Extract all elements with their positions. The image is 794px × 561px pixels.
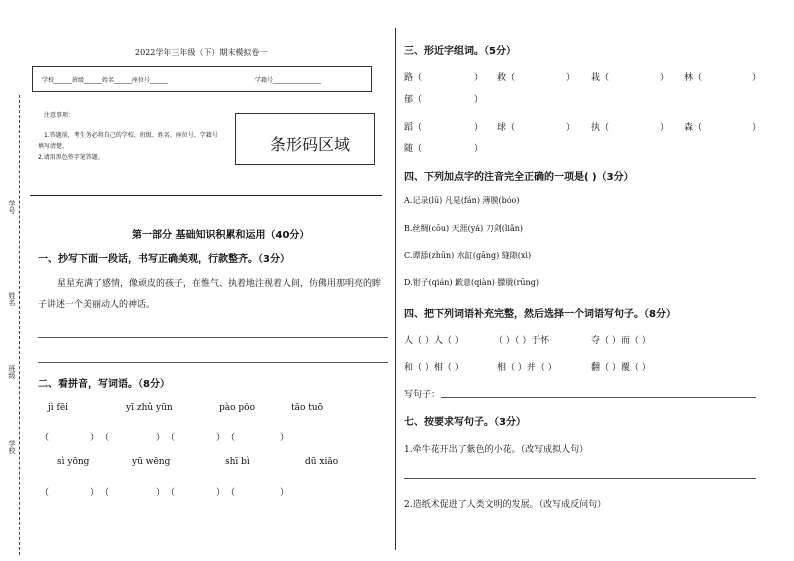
q7-title: 七、按要求写句子。（3分） (404, 417, 526, 428)
side-label-student-id: 学号 (8, 200, 16, 214)
q5-title: 四、把下列词语补充完整，然后选择一个词语写句子。（8分） (404, 309, 676, 320)
q5-r1-w2[interactable]: （ ）（ ）于怀 (494, 336, 550, 346)
q5-r2-w1[interactable]: 和（ ）相（ ） (404, 363, 464, 373)
q4-title: 四、下列加点字的注音完全正确的一项是( )（3分） (404, 172, 634, 183)
answer-blank-1-close[interactable]: ） (90, 433, 100, 443)
column-divider (395, 28, 396, 550)
part-title: 第一部分 基础知识积累和运用（40分） (132, 230, 310, 241)
notice-line-2: 填写清楚。 (38, 143, 69, 150)
notice-line-3: 2.请用黑色签字笔答题。 (38, 154, 104, 161)
writing-line-2[interactable] (38, 362, 388, 363)
binding-line (19, 95, 20, 555)
q4-option-c[interactable]: C.谭舔(zhūn) 水缸(gāng) 缝隙(xì) (404, 251, 532, 260)
q7-item-1: 1.牵牛花开出了紫色的小花。（改写成拟人句） (404, 445, 589, 455)
pinyin-7: shī bì (225, 457, 250, 467)
q3-r2-c2[interactable]: 球（ (497, 123, 516, 133)
answer-blank-5-close[interactable]: ） (90, 488, 100, 498)
side-label-class: 班级 (8, 365, 16, 379)
pinyin-2: yī zhǔ yūn (126, 403, 173, 413)
q5-r1-w3[interactable]: 夺（ ）而（ ） (591, 336, 651, 346)
answer-blank-4-close[interactable]: ） (280, 433, 290, 443)
q5-r2-w2[interactable]: 相（ ）并（ ） (497, 363, 557, 373)
barcode-text: 条形码区域 (270, 135, 351, 154)
answer-blank-7-open[interactable]: （ (166, 488, 176, 498)
answer-blank-1-open[interactable]: （ (40, 433, 50, 443)
pinyin-6: yū wēng (132, 457, 171, 467)
pinyin-8: dū xiāo (305, 457, 339, 467)
exam-id-field: 学籍号________________ (255, 77, 322, 84)
answer-blank-2-close[interactable]: ） (156, 433, 166, 443)
answer-blank-5-open[interactable]: （ (40, 488, 50, 498)
answer-blank-6-close[interactable]: ） (156, 488, 166, 498)
q3-r2-c3-close[interactable]: ） (660, 123, 670, 133)
q3-r1-c1-close[interactable]: ） (474, 73, 484, 83)
q3-r1-c3[interactable]: 栽（ (591, 73, 610, 83)
answer-blank-8-open[interactable]: （ (226, 488, 236, 498)
side-label-name: 姓名 (8, 292, 16, 306)
header-divider (30, 195, 382, 196)
q5-write-line[interactable] (441, 397, 756, 398)
q1-title: 一、抄写下面一段话，书写正确美观，行款整齐。（3分） (38, 254, 290, 265)
q3-r2-c3[interactable]: 执（ (591, 123, 610, 133)
pinyin-1: jì fēi (48, 403, 69, 413)
q1-passage-line-1: 星星充满了感情，像顽皮的孩子，在惟气、执着地注视着人间，仿佛用那明亮的眸 (57, 279, 382, 289)
q3-r2-c4[interactable]: 森（ (684, 123, 703, 133)
info-fields: 学校______班级______姓名______座位号______ (42, 77, 169, 84)
q3-r2-c1-close[interactable]: ） (474, 123, 484, 133)
pinyin-4: tāo tuō (291, 403, 324, 413)
pinyin-5: sì yōng (57, 457, 90, 467)
q4-option-d[interactable]: D.钳子(qián) 歉意(qiàn) 朦胧(rūng) (404, 278, 539, 287)
q3-r2-c2-close[interactable]: ） (566, 123, 576, 133)
writing-line-1[interactable] (38, 337, 388, 338)
q3-r2b[interactable]: 随（ (404, 144, 423, 154)
notice-line-1: 1.答题前，考生务必将自己的学校、班级、姓名、座位号、学籍号 (44, 132, 218, 139)
q3-r1-c2-close[interactable]: ） (566, 73, 576, 83)
pinyin-3: pào pōo (219, 403, 256, 413)
q3-r2-c1[interactable]: 蹈（ (404, 123, 423, 133)
answer-blank-3-open[interactable]: （ (166, 433, 176, 443)
answer-blank-8-close[interactable]: ） (280, 488, 290, 498)
q2-title: 二、看拼音，写词语。（8分） (38, 379, 170, 390)
side-label-school: 学校 (8, 440, 16, 454)
q7-answer-line-1[interactable] (404, 478, 756, 479)
q3-r1-c4[interactable]: 林（ (684, 73, 703, 83)
q1-passage-line-2: 子讲述一个美丽动人的神话。 (38, 300, 156, 310)
q5-write-label: 写句子： (404, 390, 441, 400)
q3-r2-c4-close[interactable]: ） (752, 123, 762, 133)
answer-blank-3-close[interactable]: ） (216, 433, 226, 443)
q7-item-2: 2.造纸术促进了人类文明的发展。（改写成反问句） (404, 500, 607, 510)
q3-r1-c2[interactable]: 救（ (497, 73, 516, 83)
q3-r1b-close[interactable]: ） (474, 95, 484, 105)
q5-r1-w1[interactable]: 人（ ）人（ ） (404, 336, 464, 346)
answer-blank-4-open[interactable]: （ (226, 433, 236, 443)
q3-r1-c3-close[interactable]: ） (660, 73, 670, 83)
q3-r1b[interactable]: 郁（ (404, 95, 423, 105)
q3-title: 三、形近字组词。（5分） (404, 46, 516, 57)
q3-r1-c1[interactable]: 路（ (404, 73, 423, 83)
notice-title: 注意事项： (44, 112, 75, 119)
q4-option-a[interactable]: A.记录(lū) 凡是(fán) 薄膜(bóo) (404, 196, 520, 205)
q5-r2-w3[interactable]: 翻（ ）覆（ ） (591, 363, 651, 373)
answer-blank-2-open[interactable]: （ (100, 433, 110, 443)
q4-option-b[interactable]: B.丝绸(cōu) 天涯(yá) 刀剑(liǎn) (404, 224, 524, 233)
q3-r1-c4-close[interactable]: ） (752, 73, 762, 83)
answer-blank-6-open[interactable]: （ (100, 488, 110, 498)
answer-blank-7-close[interactable]: ） (216, 488, 226, 498)
q3-r2b-close[interactable]: ） (474, 144, 484, 154)
exam-title: 2022学年三年级（下）期末模拟卷一 (135, 48, 268, 57)
